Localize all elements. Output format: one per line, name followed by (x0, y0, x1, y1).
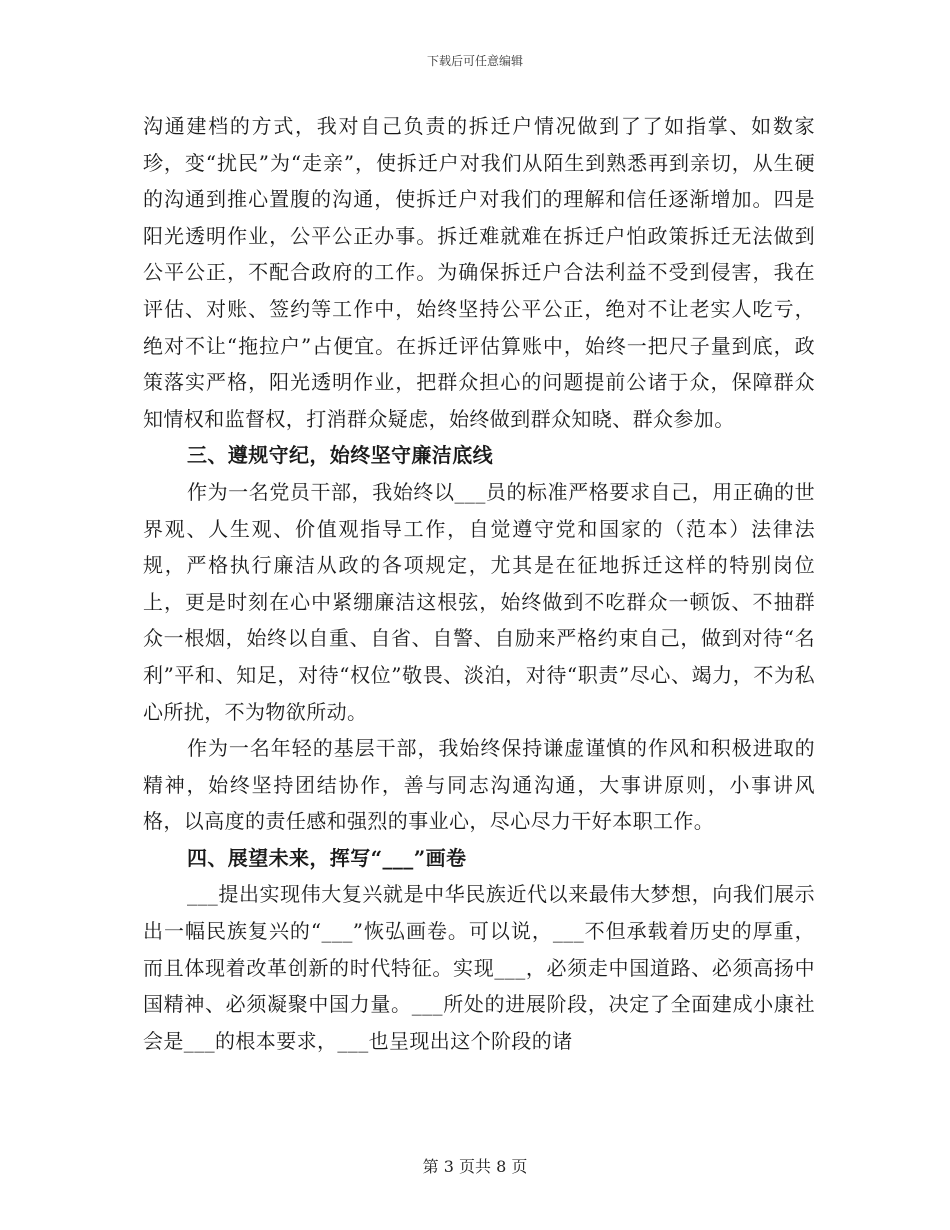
paragraph-young-cadre: 作为一名年轻的基层干部，我始终保持谦虚谨慎的作风和积极进取的精神，始终坚持团结协作，善与同志沟通沟通，大事讲原则，小事讲风格，以高度的责任感和强烈的事业心，尽心尽力干好本职工作。 (143, 736, 815, 834)
header-note: 下载后可任意编辑 (426, 54, 523, 68)
paragraph-discipline: 作为一名党员干部，我始终以___员的标准严格要求自己，用正确的世界观、人生观、价值观指导工作，自觉遵守党和国家的（范本）法律法规，严格执行廉洁从政的各项规定，尤其是在征地拆迁这样的特别岗位上，更是时刻在心中紧绷廉洁这根弦，始终做到不吃群众一顿饭、不抽群众一根烟，始终以自重、自省、自警、自励来严格约束自己，做到对待“名利”平和、知足，对待“权位”敬畏、淡泊，对待“职责”尽心、竭力，不为私心所扰，不为物欲所动。 (143, 479, 815, 724)
page-number: 第 3 页共 8 页 (422, 1157, 528, 1176)
document-body (143, 108, 815, 1059)
paragraph-future: ___提出实现伟大复兴就是中华民族近代以来最伟大梦想，向我们展示出一幅民族复兴的“___”恢弘画卷。可以说，___不但承载着历史的厚重，而且体现着改革创新的时代特征。实现___，必须走中国道路、必须高扬中国精神、必须凝聚中国力量。___所处的进展阶段，决定了全面建成小康社会是___的根本要求，___也呈现出这个阶段的诸 (143, 882, 815, 1053)
section-heading-4: 四、展望未来，挥写“___”画卷 (187, 845, 467, 870)
section-heading-3: 三、遵规守纪，始终坚守廉洁底线 (187, 443, 493, 468)
paragraph-continuation: 沟通建档的方式，我对自己负责的拆迁户情况做到了了如指掌、如数家珍，变“扰民”为“走亲”，使拆迁户对我们从陌生到熟悉再到亲切，从生硬的沟通到推心置腹的沟通，使拆迁户对我们的理解和信任逐渐增加。四是阳光透明作业，公平公正办事。拆迁难就难在拆迁户怕政策拆迁无法做到公平公正，不配合政府的工作。为确保拆迁户合法利益不受到侵害，我在评估、对账、签约等工作中，始终坚持公平公正，绝对不让老实人吃亏，绝对不让“拖拉户”占便宜。在拆迁评估算账中，始终一把尺子量到底，政策落实严格，阳光透明作业，把群众担心的问题提前公诸于众，保障群众知情权和监督权，打消群众疑虑，始终做到群众知晓、群众参加。 (143, 114, 815, 431)
